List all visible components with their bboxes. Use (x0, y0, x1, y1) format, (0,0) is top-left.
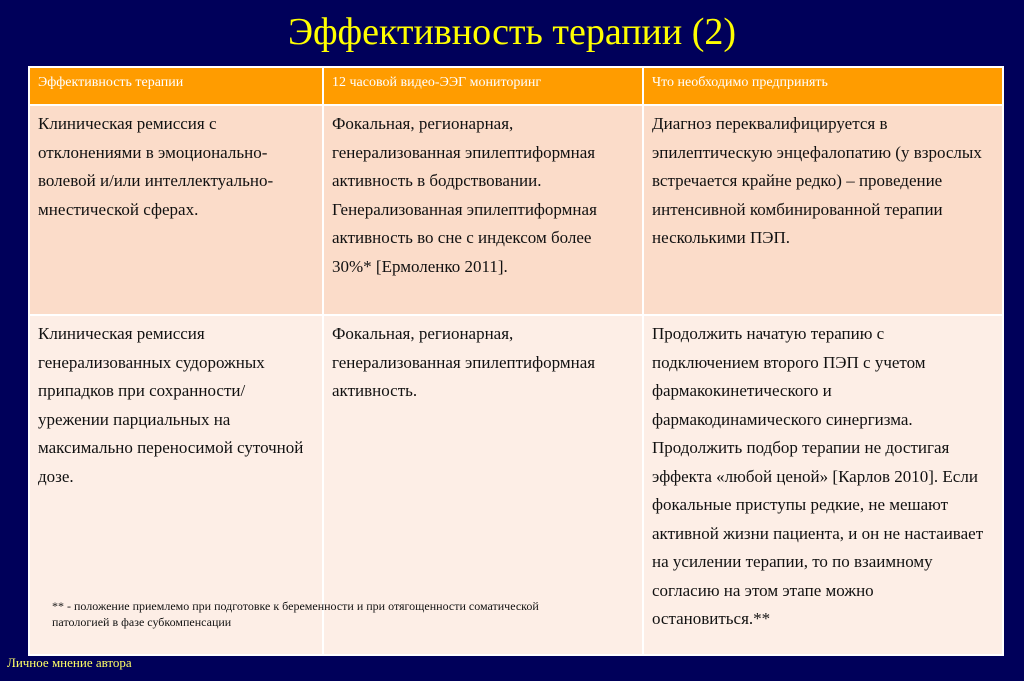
table-cell: Продолжить начатую терапию с подключением второго ПЭП с учетом фармакокинетического и фармакодинамического синергизма. Продолжить подбор терапии не достигая эффекта «любой ценой» [Карлов 2010]. Если фокальные приступы редкие, не мешают активной жизни пациента, и он не настаивает на усилении терапии, то по взаимному согласию на этом этапе можно остановиться.** (643, 315, 1003, 655)
header-cell: 12 часовой видео-ЭЭГ мониторинг (323, 67, 643, 105)
header-cell: Эффективность терапии (29, 67, 323, 105)
header-cell: Что необходимо предпринять (643, 67, 1003, 105)
therapy-table (28, 66, 1004, 656)
footnote: ** - положение приемлемо при подготовке к беременности и при отягощенности соматической патологией в фазе субкомпенсации (52, 599, 539, 629)
table-cell: Клиническая ремиссия с отклонениями в эмоционально-волевой и/или интеллектуально-мнестической сферах. (29, 105, 323, 315)
slide-title: Эффективность терапии (2) (287, 11, 737, 53)
author-note: Личное мнение автора (7, 655, 132, 670)
table-cell: Фокальная, регионарная, генерализованная эпилептиформная активность в бодрствовании. Генерализованная эпилептиформная активность во сне с индексом более 30%* [Ермоленко 2011]. (323, 105, 643, 315)
table-cell: Диагноз переквалифицируется в эпилептическую энцефалопатию (у взрослых встречается крайне редко) – проведение интенсивной комбинированной терапии несколькими ПЭП. (643, 105, 1003, 315)
table-cell: Клиническая ремиссия генерализованных судорожных припадков при сохранности/урежении парциальных на максимально переносимой суточной дозе. (29, 315, 323, 655)
table-header-row (29, 67, 1003, 105)
table-row (29, 105, 1003, 315)
table-cell: Фокальная, регионарная, генерализованная эпилептиформная активность. (323, 315, 643, 655)
